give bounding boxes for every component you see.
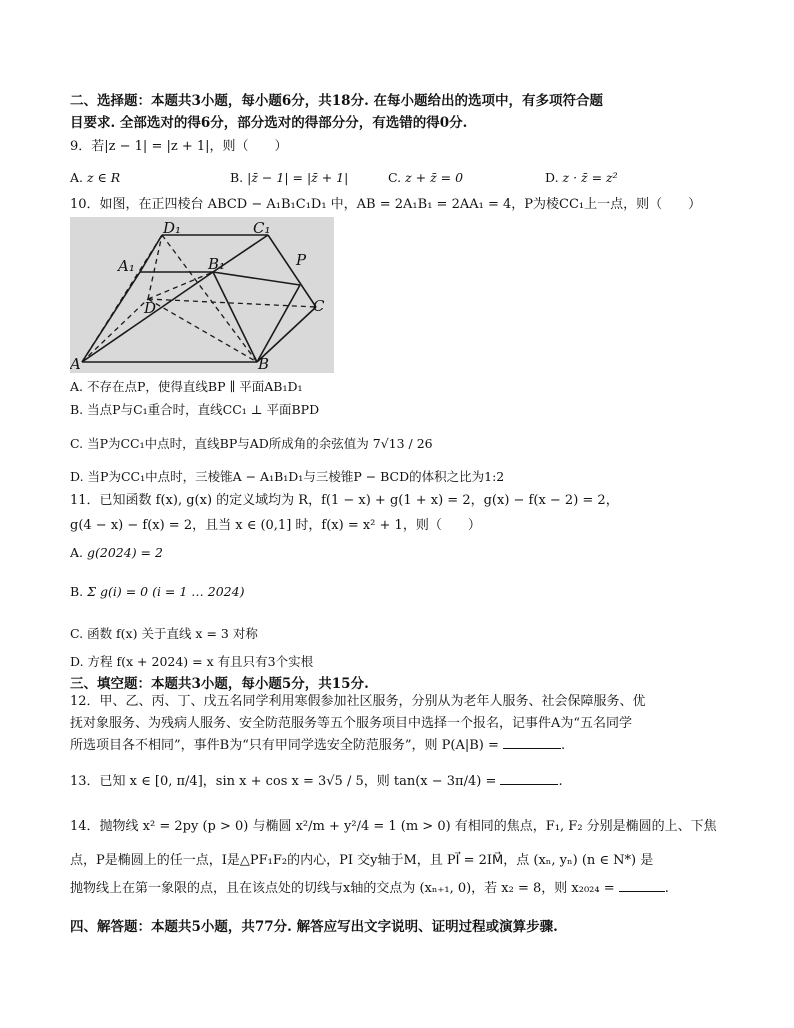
q11-option-b: B. Σ g(i) = 0 (i = 1 … 2024) bbox=[70, 584, 245, 599]
q13-text: 13．已知 x ∈ [0, π/4]，sin x + cos x = 3√5 / 5，则 tan(x − 3π/4) = . bbox=[70, 774, 563, 789]
q12-answer-blank[interactable] bbox=[503, 736, 561, 749]
q11-option-d: D. 方程 f(x + 2024) = x 有且只有3个实根 bbox=[70, 654, 314, 669]
q13-answer-blank[interactable] bbox=[500, 772, 558, 785]
q9-option-b: B. |z̄ − 1| = |z̄ + 1| bbox=[230, 170, 349, 185]
frustum-diagram bbox=[70, 217, 334, 373]
q10-option-a: A. 不存在点P，使得直线BP ∥ 平面AB₁D₁ bbox=[70, 379, 303, 394]
label-B1: B₁ bbox=[208, 255, 226, 273]
label-D: D bbox=[144, 299, 157, 317]
label-D1: D₁ bbox=[163, 219, 182, 237]
section4-title: 四、解答题：本题共5小题，共77分. 解答应写出文字说明、证明过程或演算步骤. bbox=[70, 919, 558, 935]
q10-option-c: C. 当P为CC₁中点时，直线BP与AD所成角的余弦值为 7√13 / 26 bbox=[70, 436, 433, 451]
q14-line1: 14．抛物线 x² = 2py (p > 0) 与椭圆 x²/m + y²/4 = 1 (m > 0) 有相同的焦点，F₁, F₂ 分别是椭圆的上、下焦 bbox=[70, 819, 717, 834]
label-A1: A₁ bbox=[118, 257, 135, 275]
q14-line3: 抛物线上在第一象限的点，且在该点处的切线与x轴的交点为 (xₙ₊₁, 0)，若 x₂ = 8，则 x₂₀₂₄ = . bbox=[70, 881, 669, 896]
q12-line3: 所选项目各不相同”，事件B为“只有甲同学选安全防范服务”，则 P(A|B) = . bbox=[70, 738, 566, 753]
q10-option-d: D. 当P为CC₁中点时，三棱锥A − A₁B₁D₁与三棱锥P − BCD的体积之比为1:2 bbox=[70, 469, 505, 484]
section2-title-cont: 目要求. 全部选对的得6分，部分选对的得部分分，有选错的得0分. bbox=[70, 115, 468, 131]
q11-stem-line2: g(4 − x) − f(x) = 2，且当 x ∈ (0,1] 时，f(x) = x² + 1，则（ ） bbox=[70, 518, 481, 533]
frustum-figure bbox=[70, 217, 334, 373]
q10-option-b: B. 当点P与C₁重合时，直线CC₁ ⊥ 平面BPD bbox=[70, 402, 320, 417]
label-C1: C₁ bbox=[253, 219, 271, 237]
q14-line2: 点，P是椭圆上的任一点，I是△PF₁F₂的内心，PI 交y轴于M，且 PI⃗ = 2IM⃗，点 (xₙ, yₙ) (n ∈ N*) 是 bbox=[70, 853, 654, 868]
q11-option-a: A. g(2024) = 2 bbox=[70, 545, 163, 560]
q11-stem-line1: 11．已知函数 f(x), g(x) 的定义域均为 R，f(1 − x) + g(1 + x) = 2，g(x) − f(x − 2) = 2， bbox=[70, 493, 619, 508]
label-C: C bbox=[313, 297, 325, 315]
label-B: B bbox=[258, 355, 270, 373]
label-P: P bbox=[296, 251, 307, 269]
q14-answer-blank[interactable] bbox=[619, 879, 665, 892]
section2-title: 二、选择题：本题共3小题，每小题6分，共18分. 在每小题给出的选项中，有多项符合题 bbox=[70, 93, 603, 109]
q9-option-a: A. z ∈ R bbox=[70, 170, 121, 185]
q12-line2: 抚对象服务、为残病人服务、安全防范服务等五个服务项目中选择一个报名，记事件A为“五名同学 bbox=[70, 716, 633, 731]
section3-title: 三、填空题：本题共3小题，每小题5分，共15分. bbox=[70, 676, 369, 692]
q9-stem: 9．若|z − 1| = |z + 1|，则（ ） bbox=[70, 139, 288, 154]
q9-option-c: C. z + z̄ = 0 bbox=[388, 170, 464, 185]
label-A: A bbox=[70, 355, 81, 373]
q10-stem: 10．如图，在正四棱台 ABCD − A₁B₁C₁D₁ 中，AB = 2A₁B₁ = 2AA₁ = 4，P为棱CC₁上一点，则（ ） bbox=[70, 197, 702, 212]
q11-option-c: C. 函数 f(x) 关于直线 x = 3 对称 bbox=[70, 626, 258, 641]
q12-line1: 12．甲、乙、丙、丁、戊五名同学利用寒假参加社区服务，分别从为老年人服务、社会保障服务、优 bbox=[70, 694, 646, 709]
q9-option-d: D. z · z̄ = z² bbox=[545, 170, 618, 185]
